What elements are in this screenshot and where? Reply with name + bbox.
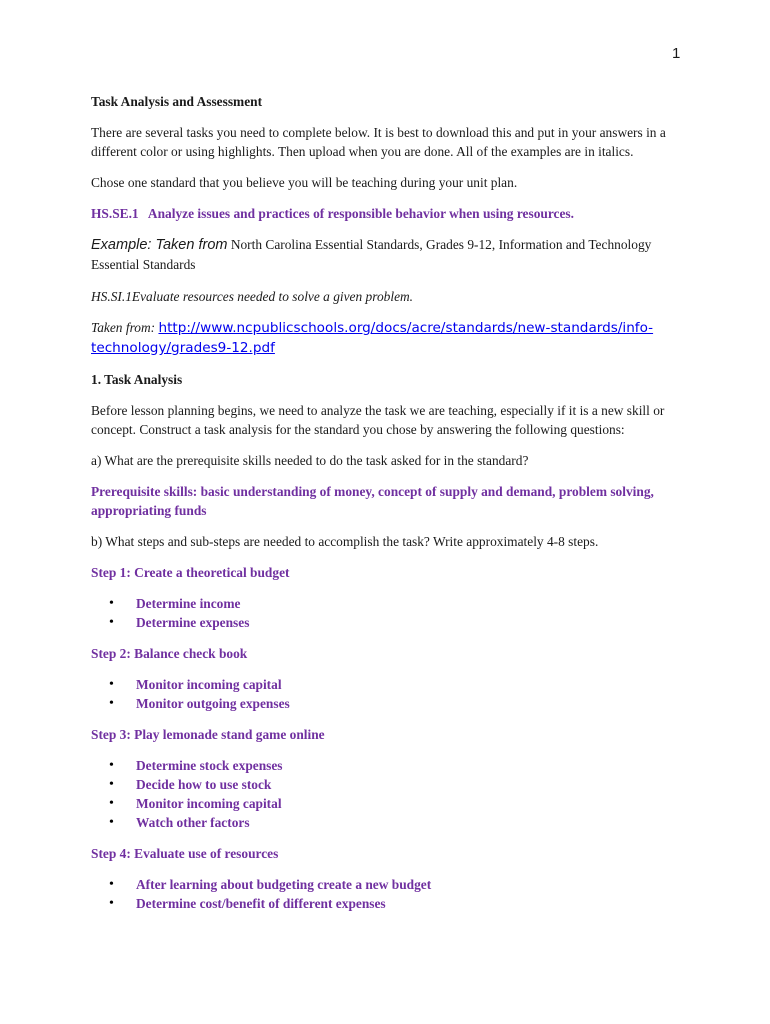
substep-item <box>91 794 683 813</box>
example-standard: HS.SI.1Evaluate resources needed to solve a given problem. <box>91 289 414 304</box>
bullet-icon: • <box>109 596 114 611</box>
substep-text: After learning about budgeting create a new budget <box>136 877 432 892</box>
substep-item <box>91 813 683 832</box>
answer-a: Prerequisite skills: basic understanding of money, concept of supply and demand, problem solving, appropriating funds <box>91 484 654 518</box>
example-paragraph <box>91 235 683 274</box>
substep-item <box>91 594 683 613</box>
bullet-icon: • <box>109 696 114 711</box>
substep-text: Monitor incoming capital <box>136 796 282 811</box>
bullet-icon: • <box>109 758 114 773</box>
substep-item <box>91 775 683 794</box>
question-a: a) What are the prerequisite skills needed to do the task asked for in the standard? <box>91 453 529 468</box>
example-lead: Example: Taken from <box>91 237 228 253</box>
substep-text: Determine income <box>136 596 241 611</box>
bullet-icon: • <box>109 777 114 792</box>
standards-link[interactable]: http://www.ncpublicschools.org/docs/acre/standards/new-standards/info-technology/grades9-12.pdf <box>91 320 654 356</box>
substep-item <box>91 875 683 894</box>
substep-item <box>91 613 683 632</box>
step-title: Step 2: Balance check book <box>91 646 248 661</box>
taken-from-paragraph <box>91 318 683 358</box>
choose-standard-instruction: Chose one standard that you believe you will be teaching during your unit plan. <box>91 175 518 190</box>
substep-text: Determine cost/benefit of different expenses <box>136 896 386 911</box>
step-title: Step 3: Play lemonade stand game online <box>91 727 325 742</box>
bullet-icon: • <box>109 677 114 692</box>
document-title: Task Analysis and Assessment <box>91 94 263 109</box>
substep-item <box>91 694 683 713</box>
question-b: b) What steps and sub-steps are needed to accomplish the task? Write approximately 4-8 steps. <box>91 534 599 549</box>
substep-text: Monitor outgoing expenses <box>136 696 290 711</box>
bullet-icon: • <box>109 796 114 811</box>
substep-text: Monitor incoming capital <box>136 677 282 692</box>
intro-paragraph: There are several tasks you need to complete below. It is best to download this and put in your answers in a different color or using highlights. Then upload when you are done. All of the examples are in italics. <box>91 125 666 159</box>
example-source: North Carolina Essential Standards, Grades 9-12, Information and Technology Essential Standards <box>91 237 652 272</box>
step-substeps <box>91 675 683 713</box>
taken-from-label: Taken from: <box>91 320 159 335</box>
substep-text: Watch other factors <box>136 815 250 830</box>
step-title: Step 1: Create a theoretical budget <box>91 565 290 580</box>
page-number: 1 <box>672 45 681 62</box>
section-intro: Before lesson planning begins, we need to analyze the task we are teaching, especially if it is a new skill or concept. Construct a task analysis for the standard you chose by answering the following questions: <box>91 403 665 437</box>
step-substeps <box>91 875 683 913</box>
step-title: Step 4: Evaluate use of resources <box>91 846 279 861</box>
step-substeps <box>91 756 683 832</box>
substep-item <box>91 894 683 913</box>
chosen-standard: HS.SE.1 Analyze issues and practices of responsible behavior when using resources. <box>91 206 574 221</box>
substep-item <box>91 756 683 775</box>
substep-text: Decide how to use stock <box>136 777 272 792</box>
substep-text: Determine expenses <box>136 615 250 630</box>
bullet-icon: • <box>109 877 114 892</box>
substep-text: Determine stock expenses <box>136 758 283 773</box>
substep-item <box>91 675 683 694</box>
bullet-icon: • <box>109 896 114 911</box>
steps-list <box>91 563 683 913</box>
step-substeps <box>91 594 683 632</box>
bullet-icon: • <box>109 615 114 630</box>
section-heading: 1. Task Analysis <box>91 372 183 387</box>
document-body <box>91 92 683 913</box>
bullet-icon: • <box>109 815 114 830</box>
